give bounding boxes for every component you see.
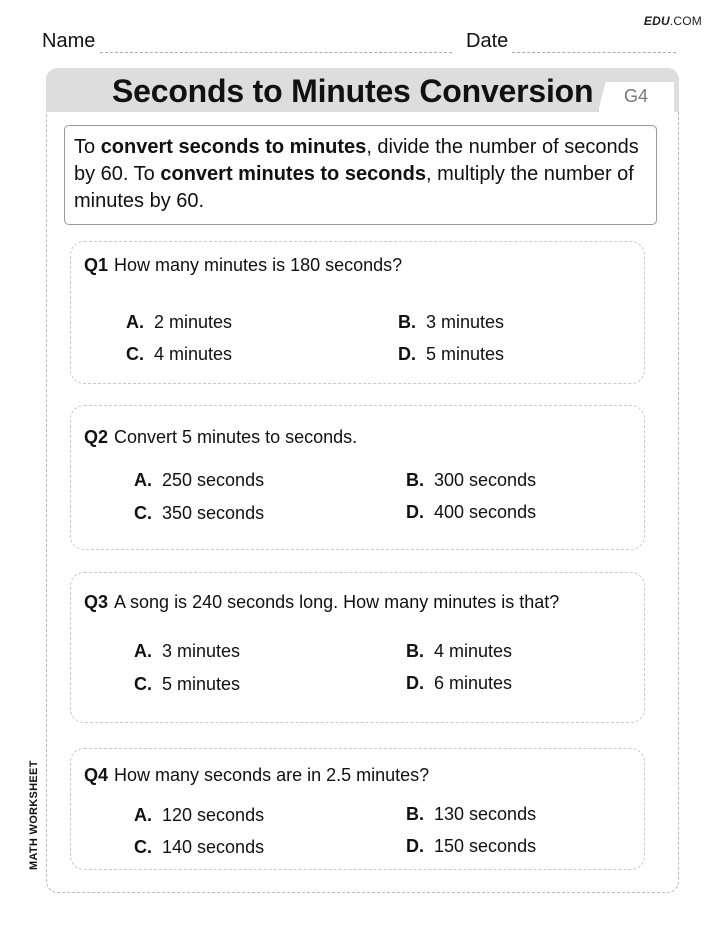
- option-text: 3 minutes: [426, 312, 505, 332]
- question-number: Q1: [84, 255, 109, 275]
- option-b[interactable]: [398, 312, 504, 333]
- question-1: [84, 255, 402, 276]
- option-c[interactable]: [134, 837, 264, 858]
- option-text: 120 seconds: [162, 805, 265, 825]
- intro-text-1: To: [74, 136, 101, 158]
- option-d[interactable]: [406, 836, 536, 857]
- option-a[interactable]: [126, 312, 232, 333]
- option-a[interactable]: [134, 805, 264, 826]
- option-letter: D.: [406, 673, 424, 693]
- option-text: 350 seconds: [162, 503, 265, 523]
- option-text: 5 minutes: [162, 674, 241, 694]
- option-text: 130 seconds: [434, 804, 537, 824]
- question-4: [84, 765, 429, 786]
- option-letter: C.: [134, 837, 152, 857]
- intro-bold-1: convert seconds to minutes: [100, 136, 367, 158]
- option-text: 2 minutes: [154, 312, 233, 332]
- intro-text-2: , divide the number of seconds by 60. To: [74, 136, 639, 185]
- question-text: Convert 5 minutes to seconds.: [114, 427, 358, 447]
- instructions-box: [64, 125, 657, 225]
- grade-badge: G4: [624, 86, 649, 106]
- option-letter: A.: [134, 805, 152, 825]
- option-d[interactable]: [398, 344, 504, 365]
- option-d[interactable]: [406, 673, 512, 694]
- question-2: [84, 427, 357, 448]
- option-text: 4 minutes: [434, 641, 513, 661]
- option-text: 250 seconds: [162, 470, 265, 490]
- option-text: 5 minutes: [426, 344, 505, 364]
- brand-logo: [644, 14, 702, 28]
- option-a[interactable]: [134, 641, 240, 662]
- option-text: 300 seconds: [434, 470, 537, 490]
- option-b[interactable]: [406, 470, 536, 491]
- option-text: 3 minutes: [162, 641, 241, 661]
- option-text: 400 seconds: [434, 502, 537, 522]
- option-letter: B.: [398, 312, 416, 332]
- option-letter: C.: [126, 344, 144, 364]
- side-label: MATH WORKSHEET: [28, 760, 40, 870]
- date-label: Date: [466, 30, 509, 52]
- option-letter: A.: [134, 470, 152, 490]
- option-letter: B.: [406, 804, 424, 824]
- option-letter: A.: [134, 641, 152, 661]
- name-label: Name: [42, 30, 96, 52]
- option-c[interactable]: [126, 344, 232, 365]
- option-text: 150 seconds: [434, 836, 537, 856]
- option-c[interactable]: [134, 503, 264, 524]
- question-number: Q2: [84, 427, 109, 447]
- option-letter: B.: [406, 641, 424, 661]
- option-letter: D.: [406, 502, 424, 522]
- page-title: Seconds to Minutes Conversion: [112, 73, 594, 109]
- intro-text-3: , multiply the number of minutes by 60.: [74, 163, 634, 212]
- question-3: [84, 592, 559, 613]
- option-c[interactable]: [134, 674, 240, 695]
- name-field[interactable]: [100, 52, 452, 53]
- option-b[interactable]: [406, 804, 536, 825]
- question-number: Q4: [84, 765, 109, 785]
- question-text: A song is 240 seconds long. How many minutes is that?: [114, 592, 560, 612]
- date-field[interactable]: [512, 52, 676, 53]
- option-d[interactable]: [406, 502, 536, 523]
- option-text: 6 minutes: [434, 673, 513, 693]
- brand-rest: .COM: [669, 14, 702, 28]
- question-text: How many minutes is 180 seconds?: [114, 255, 403, 275]
- brand-bold: EDU: [643, 14, 670, 28]
- option-letter: C.: [134, 503, 152, 523]
- option-letter: D.: [406, 836, 424, 856]
- option-letter: B.: [406, 470, 424, 490]
- option-letter: D.: [398, 344, 416, 364]
- question-text: How many seconds are in 2.5 minutes?: [114, 765, 430, 785]
- option-letter: A.: [126, 312, 144, 332]
- option-a[interactable]: [134, 470, 264, 491]
- question-number: Q3: [84, 592, 109, 612]
- option-text: 4 minutes: [154, 344, 233, 364]
- option-b[interactable]: [406, 641, 512, 662]
- intro-bold-2: convert minutes to seconds: [160, 163, 426, 185]
- option-text: 140 seconds: [162, 837, 265, 857]
- option-letter: C.: [134, 674, 152, 694]
